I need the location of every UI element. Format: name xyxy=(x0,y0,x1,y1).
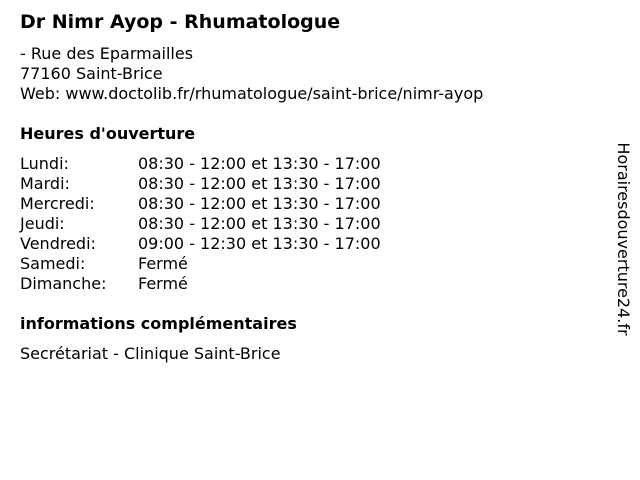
address-city: 77160 Saint-Brice xyxy=(20,64,163,83)
page-title: Dr Nimr Ayop - Rhumatologue xyxy=(20,11,341,33)
day-label: Vendredi: xyxy=(20,234,96,253)
time-value: 09:00 - 12:30 et 13:30 - 17:00 xyxy=(138,234,381,253)
additional-info-text: Secrétariat - Clinique Saint-Brice xyxy=(20,344,281,363)
site-watermark: Horairesdouverture24.fr xyxy=(614,142,633,336)
hours-row-sunday xyxy=(20,274,381,294)
address-street: - Rue des Eparmailles xyxy=(20,44,194,63)
time-value: Fermé xyxy=(138,274,188,293)
opening-hours-heading: Heures d'ouverture xyxy=(20,124,196,143)
additional-info-heading: informations complémentaires xyxy=(20,314,297,333)
day-label: Samedi: xyxy=(20,254,86,273)
time-value: 08:30 - 12:00 et 13:30 - 17:00 xyxy=(138,214,381,233)
hours-row-wednesday xyxy=(20,194,381,214)
website-text: Web: www.doctolib.fr/rhumatologue/saint-brice/nimr-ayop xyxy=(20,84,484,103)
hours-row-saturday xyxy=(20,254,381,274)
hours-row-thursday xyxy=(20,214,381,234)
time-value: 08:30 - 12:00 et 13:30 - 17:00 xyxy=(138,174,381,193)
day-label: Lundi: xyxy=(20,154,69,173)
hours-row-monday xyxy=(20,154,381,174)
address-block xyxy=(20,44,483,104)
day-label: Jeudi: xyxy=(20,214,65,233)
opening-hours-table xyxy=(20,154,381,294)
hours-row-tuesday xyxy=(20,174,381,194)
time-value: 08:30 - 12:00 et 13:30 - 17:00 xyxy=(138,154,381,173)
time-value: Fermé xyxy=(138,254,188,273)
hours-row-friday xyxy=(20,234,381,254)
day-label: Mardi: xyxy=(20,174,70,193)
day-label: Dimanche: xyxy=(20,274,107,293)
day-label: Mercredi: xyxy=(20,194,95,213)
time-value: 08:30 - 12:00 et 13:30 - 17:00 xyxy=(138,194,381,213)
